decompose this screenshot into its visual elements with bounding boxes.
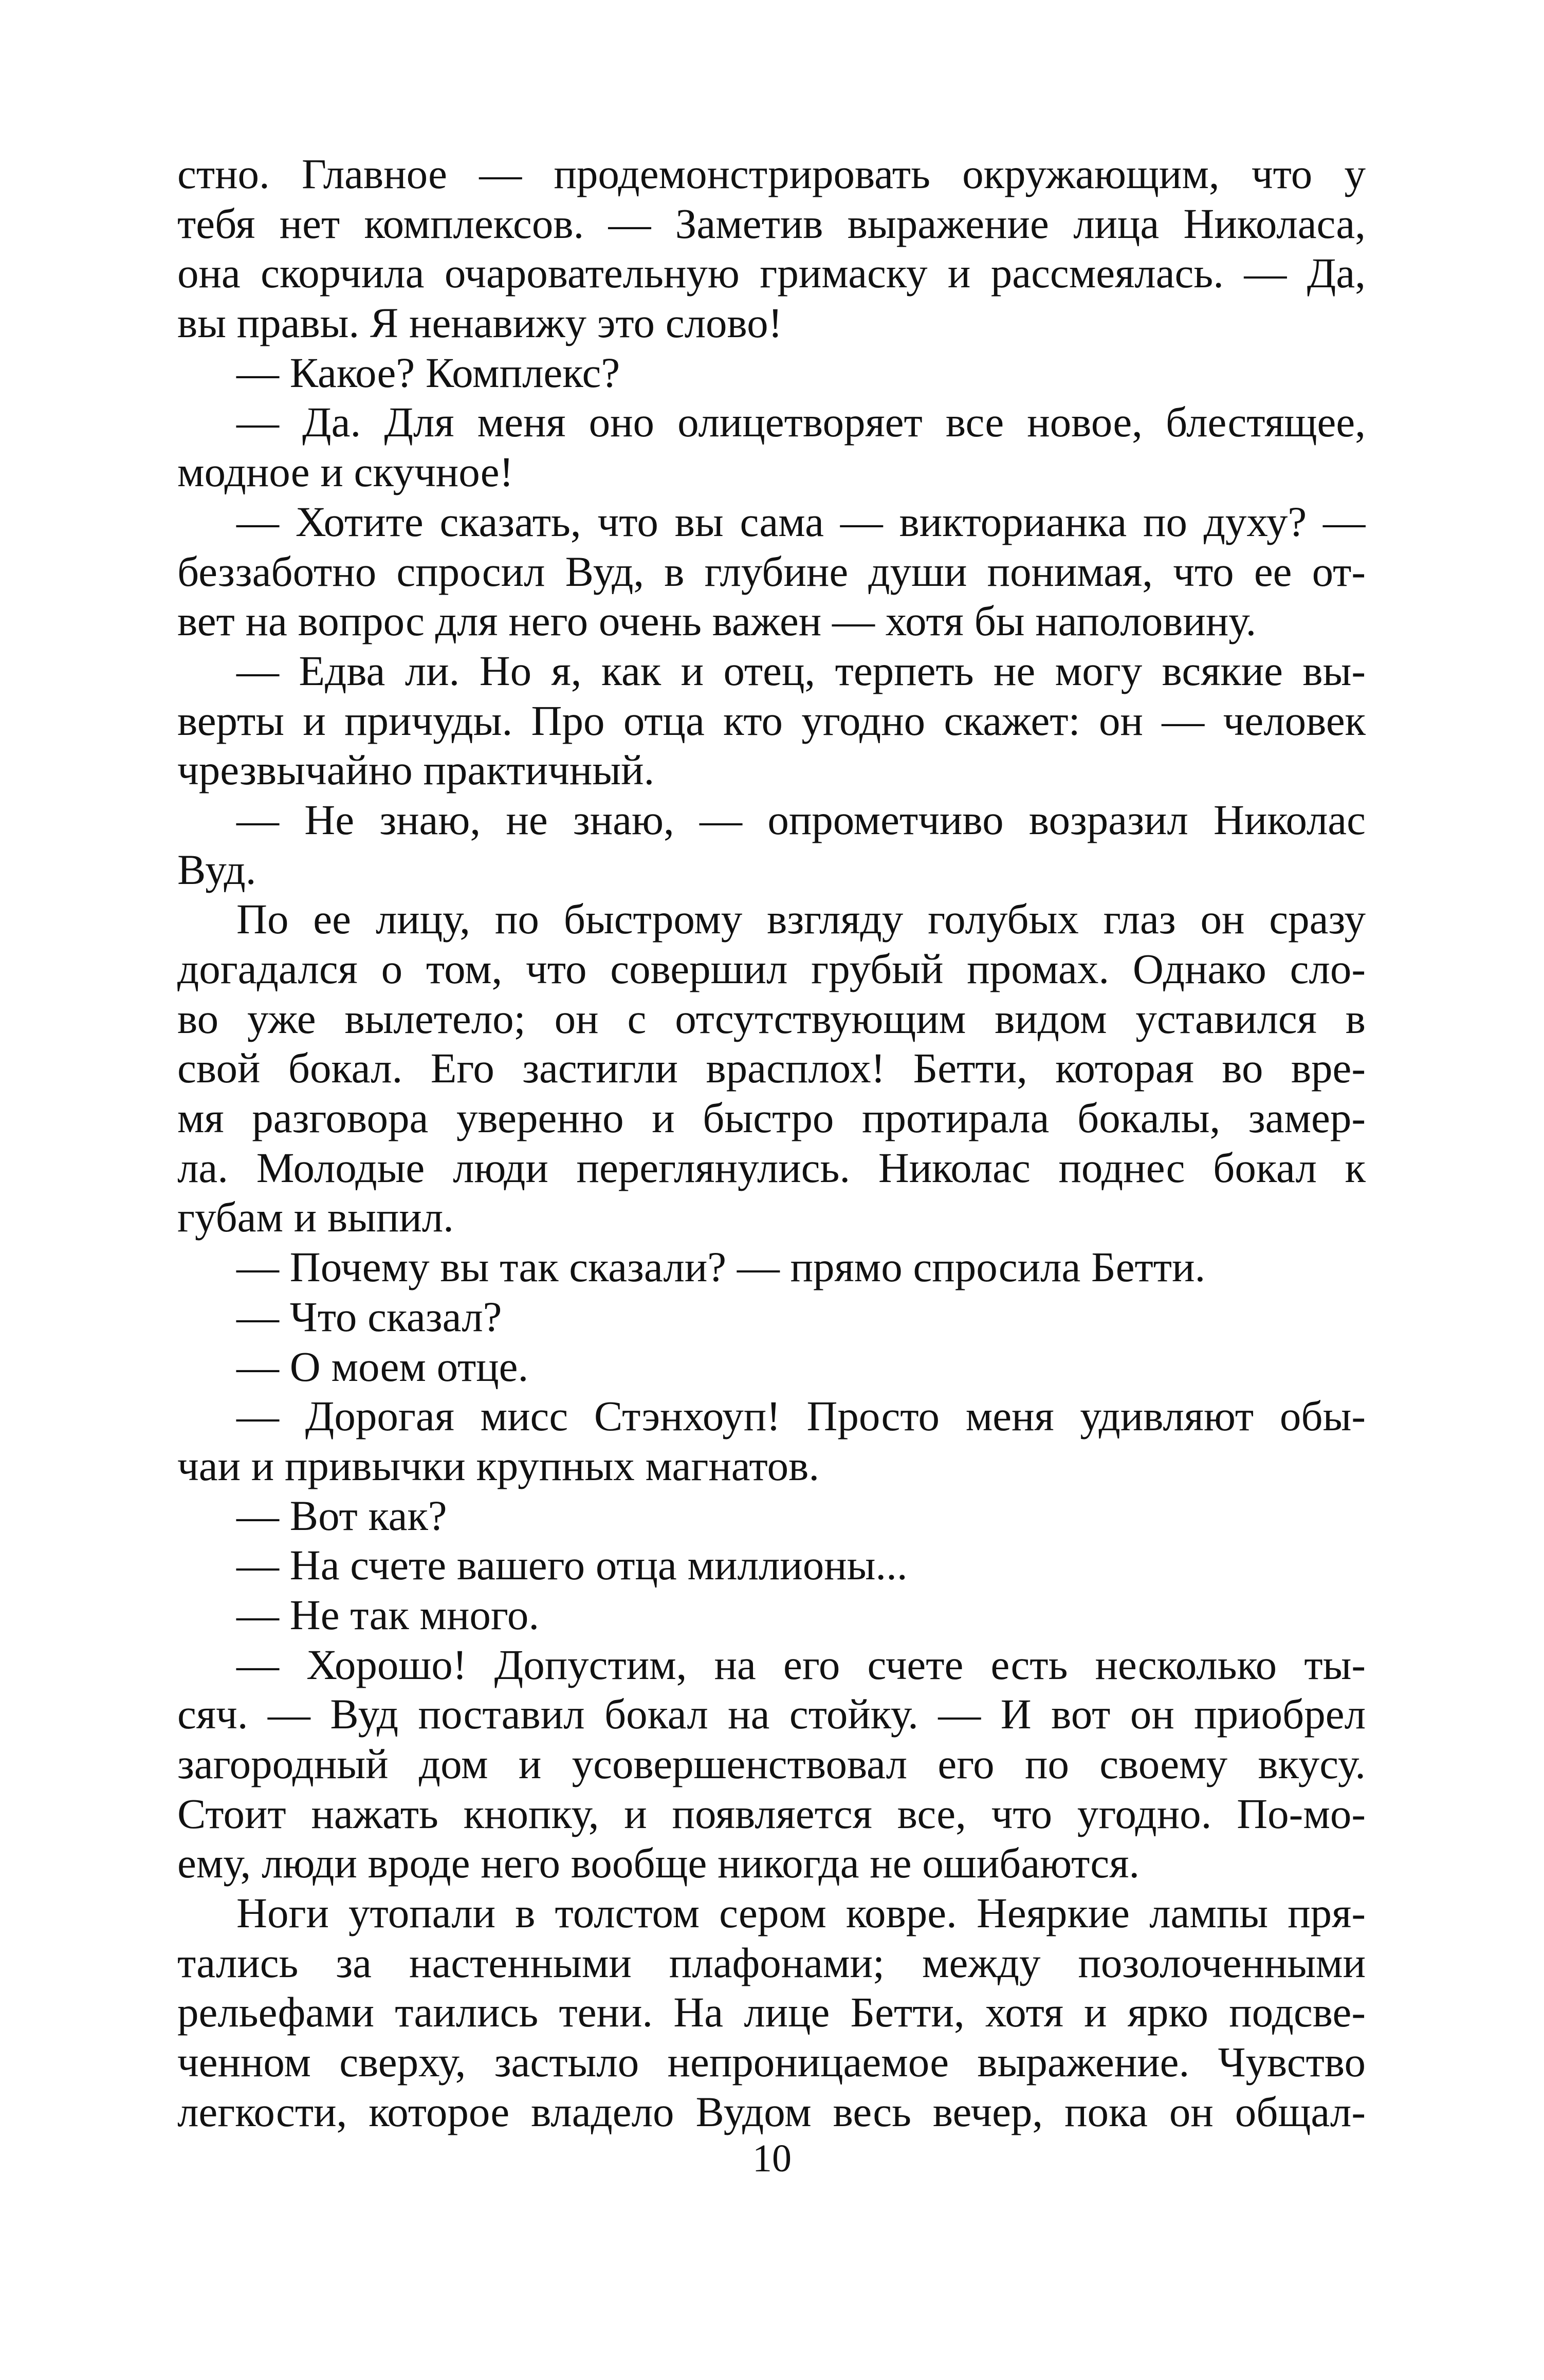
text-line: беззаботно спросил Вуд, в глубине души понимая, что ее от- <box>177 547 1366 595</box>
text-line: — Почему вы так сказали? — прямо спросила Бетти. <box>236 1243 1206 1291</box>
text-line: ему, люди вроде него вообще никогда не ошибаются. <box>177 1839 1140 1887</box>
page-body-text <box>177 149 1366 2137</box>
text-line: догадался о том, что совершил грубый промах. Однако сло- <box>177 945 1366 992</box>
text-line: — Что сказал? <box>236 1293 502 1340</box>
text-line: свой бокал. Его застигли врасплох! Бетти, которая во вре- <box>177 1044 1366 1092</box>
text-line: — Не так много. <box>236 1591 540 1638</box>
text-line: чрезвычайно практичный. <box>177 746 655 794</box>
text-line: — Вот как? <box>236 1491 447 1539</box>
text-line: — Едва ли. Но я, как и отец, терпеть не могу всякие вы- <box>236 647 1366 694</box>
text-line: — Да. Для меня оно олицетворяет все новое, блестящее, <box>236 398 1366 446</box>
text-line: модное и скучное! <box>177 448 514 496</box>
text-line: стно. Главное — продемонстрировать окружающим, что у <box>177 150 1366 197</box>
text-line: губам и выпил. <box>177 1193 454 1241</box>
text-line: Вуд. <box>177 845 256 893</box>
text-line: ченном сверху, застыло непроницаемое выражение. Чувство <box>177 2038 1366 2086</box>
text-line: — Не знаю, не знаю, — опрометчиво возразил Николас <box>236 796 1366 843</box>
text-line: она скорчила очаровательную гримаску и рассмеялась. — Да, <box>177 249 1366 297</box>
text-line: ла. Молодые люди переглянулись. Николас поднес бокал к <box>177 1143 1366 1191</box>
page-number: 10 <box>752 2137 792 2180</box>
text-line: легкости, которое владело Вудом весь вечер, пока он общал- <box>177 2088 1366 2135</box>
text-line: — На счете вашего отца миллионы... <box>236 1541 908 1589</box>
text-line: — Хорошо! Допустим, на его счете есть несколько ты- <box>236 1640 1366 1688</box>
text-line: сяч. — Вуд поставил бокал на стойку. — И вот он приобрел <box>177 1690 1366 1738</box>
text-line: чаи и привычки крупных магнатов. <box>177 1442 820 1489</box>
text-line: — О моем отце. <box>236 1342 529 1390</box>
text-line: верты и причуды. Про отца кто угодно скажет: он — человек <box>177 696 1366 744</box>
text-line: загородный дом и усовершенствовал его по своему вкусу. <box>177 1740 1366 1787</box>
text-line: тались за настенными плафонами; между позолоченными <box>177 1939 1366 1986</box>
text-line: мя разговора уверенно и быстро протирала бокалы, замер- <box>177 1094 1366 1142</box>
text-line: во уже вылетело; он с отсутствующим видом уставился в <box>177 994 1366 1042</box>
text-line: вет на вопрос для него очень важен — хотя бы наполовину. <box>177 597 1257 645</box>
text-line: Стоит нажать кнопку, и появляется все, что угодно. По-мо- <box>177 1789 1366 1837</box>
text-line: тебя нет комплексов. — Заметив выражение лица Николаса, <box>177 199 1366 247</box>
text-line: — Дорогая мисс Стэнхоуп! Просто меня удивляют обы- <box>236 1392 1366 1440</box>
text-line: Ноги утопали в толстом сером ковре. Неяркие лампы пря- <box>236 1889 1366 1937</box>
text-line: По ее лицу, по быстрому взгляду голубых глаз он сразу <box>236 895 1366 943</box>
text-line: — Какое? Комплекс? <box>236 348 620 396</box>
text-line: вы правы. Я ненавижу это слово! <box>177 299 783 347</box>
text-line: — Хотите сказать, что вы сама — викторианка по духу? — <box>236 497 1366 545</box>
text-line: рельефами таились тени. На лице Бетти, хотя и ярко подсве- <box>177 1988 1366 2036</box>
